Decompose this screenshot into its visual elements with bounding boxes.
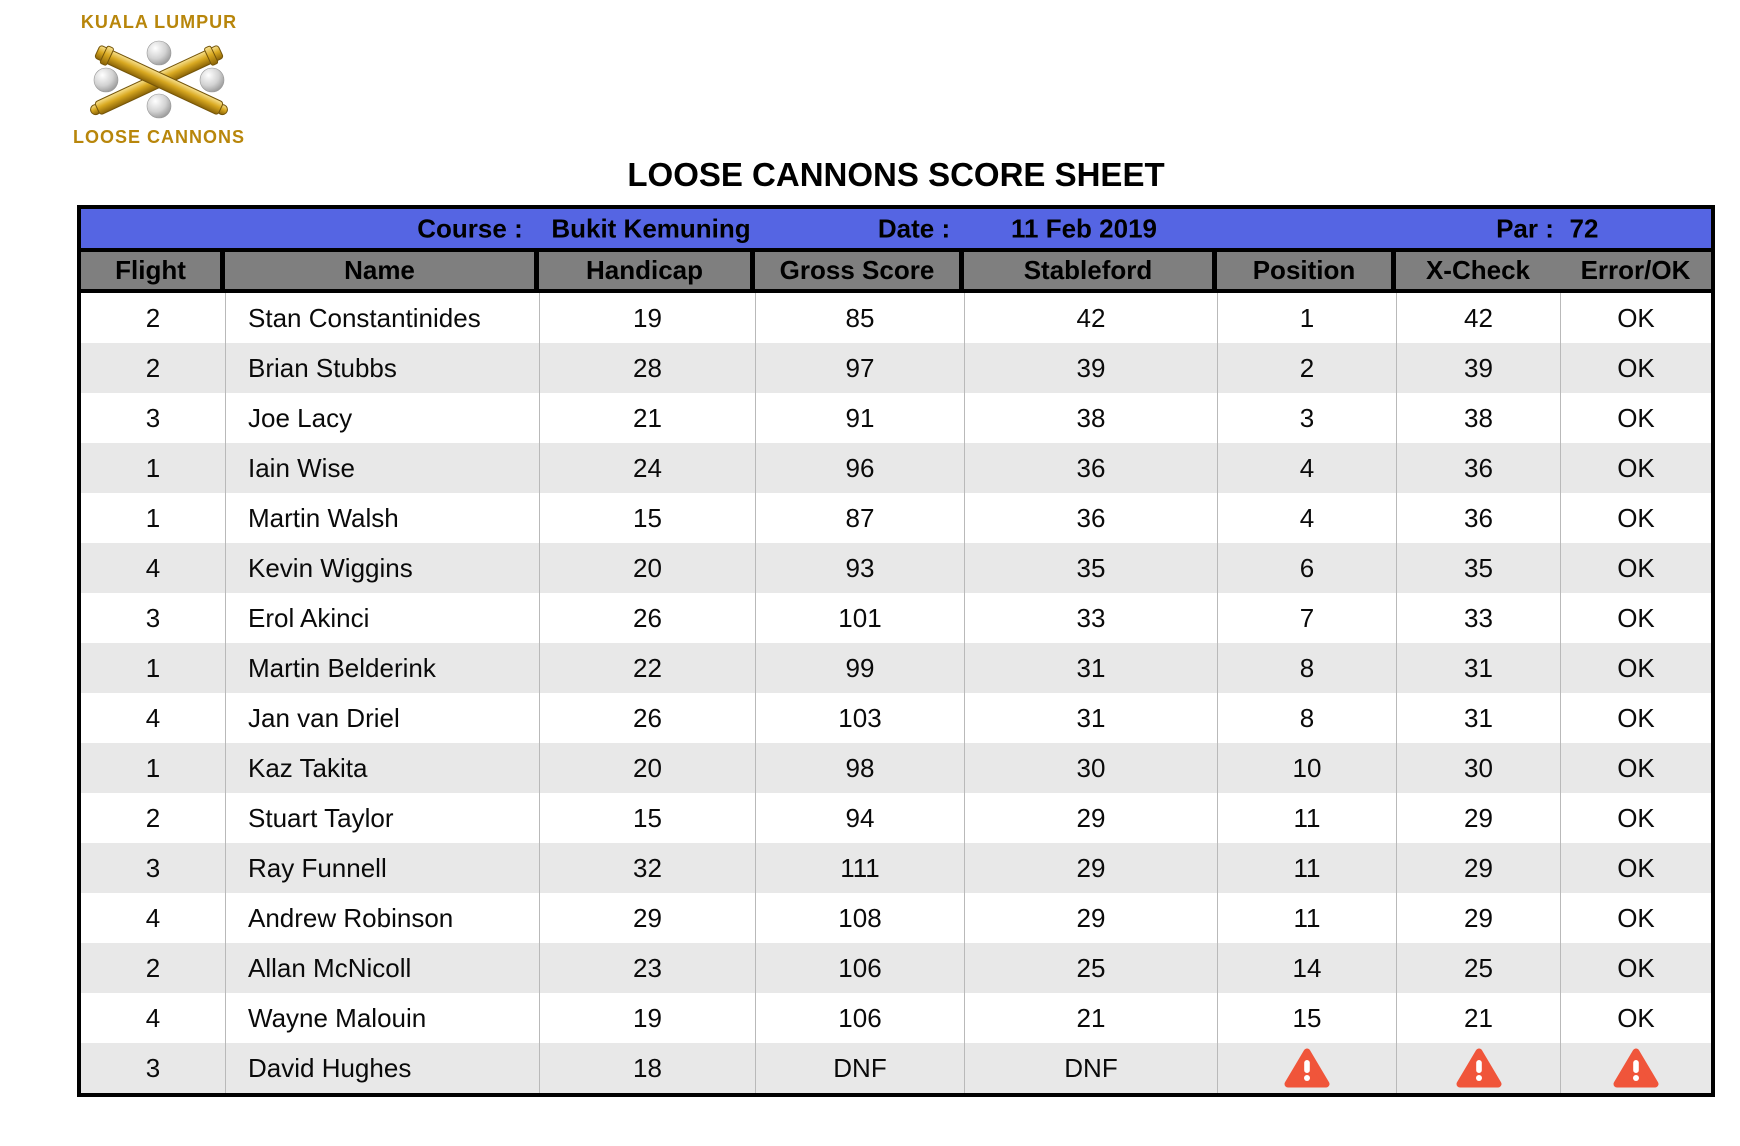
cell-stableford: 31 (964, 693, 1217, 743)
cell-stableford: 36 (964, 443, 1217, 493)
cell-x-check: 36 (1396, 493, 1560, 543)
table-row (81, 1043, 1711, 1093)
cell-handicap: 23 (539, 943, 755, 993)
table-row (81, 793, 1711, 843)
cell-x-check: 42 (1396, 293, 1560, 343)
table-row (81, 293, 1711, 343)
cell-x-check: 30 (1396, 743, 1560, 793)
cell-x-check: 36 (1396, 443, 1560, 493)
cell-error-ok: OK (1560, 643, 1711, 693)
table-row (81, 993, 1711, 1043)
cell-handicap: 26 (539, 693, 755, 743)
cell-position: 8 (1217, 693, 1396, 743)
cell-handicap: 21 (539, 393, 755, 443)
cell-name: Kevin Wiggins (225, 543, 539, 593)
cell-position: 3 (1217, 393, 1396, 443)
cell-gross-score: 106 (755, 943, 964, 993)
cell-stableford: 33 (964, 593, 1217, 643)
cell-stableford: 42 (964, 293, 1217, 343)
table-body (81, 293, 1711, 1093)
cell-error-ok (1560, 1043, 1711, 1093)
cell-handicap: 29 (539, 893, 755, 943)
table-row (81, 493, 1711, 543)
cell-x-check: 21 (1396, 993, 1560, 1043)
header-name: Name (225, 252, 539, 289)
cell-gross-score: DNF (755, 1043, 964, 1093)
cell-flight: 1 (145, 652, 161, 683)
cell-position: 11 (1217, 843, 1396, 893)
cell-flight: 2 (145, 352, 161, 383)
cell-flight: 1 (145, 752, 161, 783)
cell-gross-score: 99 (755, 643, 964, 693)
cell-position: 14 (1217, 943, 1396, 993)
cell-handicap: 19 (539, 993, 755, 1043)
cell-error-ok: OK (1560, 443, 1711, 493)
cell-handicap: 28 (539, 343, 755, 393)
cell-gross-score: 96 (755, 443, 964, 493)
table-row (81, 893, 1711, 943)
course-value: Bukit Kemuning (551, 213, 751, 243)
cell-x-check: 33 (1396, 593, 1560, 643)
cell-flight: 4 (145, 702, 161, 733)
date-value: 11 Feb 2019 (1011, 213, 1157, 243)
cell-flight: 4 (145, 1002, 161, 1033)
table-row (81, 393, 1711, 443)
cell-x-check: 31 (1396, 693, 1560, 743)
golf-ball (147, 41, 171, 65)
cell-gross-score: 87 (755, 493, 964, 543)
table-row (81, 343, 1711, 393)
cell-handicap: 15 (539, 793, 755, 843)
header-position: Position (1217, 252, 1396, 289)
par-label: Par : (1496, 213, 1554, 243)
table-row (81, 743, 1711, 793)
cell-x-check: 29 (1396, 793, 1560, 843)
header-gross-score: Gross Score (755, 252, 964, 289)
logo-bottom-text: LOOSE CANNONS (72, 127, 245, 147)
cell-x-check: 29 (1396, 893, 1560, 943)
cell-position: 2 (1217, 343, 1396, 393)
table-row (81, 543, 1711, 593)
cell-flight: 1 (145, 452, 161, 483)
header-x-check: X-Check (1425, 255, 1531, 285)
cell-position: 1 (1217, 293, 1396, 343)
course-label: Course : (417, 213, 523, 243)
header-stableford: Stableford (964, 252, 1217, 289)
cell-error-ok: OK (1560, 743, 1711, 793)
cell-position: 4 (1217, 493, 1396, 543)
cell-flight: 1 (145, 502, 161, 533)
header-flight: Flight (81, 252, 225, 289)
header-handicap: Handicap (539, 252, 755, 289)
golf-ball (147, 94, 171, 118)
cell-error-ok: OK (1560, 293, 1711, 343)
cell-position: 8 (1217, 643, 1396, 693)
cell-gross-score: 103 (755, 693, 964, 743)
cell-flight: 3 (145, 852, 161, 883)
cell-stableford: 39 (964, 343, 1217, 393)
cell-x-check: 29 (1396, 843, 1560, 893)
table-row (81, 643, 1711, 693)
cell-x-check: 31 (1396, 643, 1560, 693)
cell-flight: 2 (145, 952, 161, 983)
table-row (81, 593, 1711, 643)
cell-name: Martin Walsh (225, 493, 539, 543)
cell-stableford: 30 (964, 743, 1217, 793)
page-title: LOOSE CANNONS SCORE SHEET (627, 156, 1165, 193)
warning-triangle-icon (1613, 1047, 1659, 1089)
cell-stableford: 31 (964, 643, 1217, 693)
cell-error-ok: OK (1560, 943, 1711, 993)
par-value: 72 (1569, 213, 1599, 243)
cell-x-check (1396, 1043, 1560, 1093)
cell-name: Erol Akinci (225, 593, 539, 643)
cell-stableford: 21 (964, 993, 1217, 1043)
cell-gross-score: 85 (755, 293, 964, 343)
cell-error-ok: OK (1560, 843, 1711, 893)
cell-error-ok: OK (1560, 993, 1711, 1043)
cell-stableford: DNF (964, 1043, 1217, 1093)
cell-flight: 2 (145, 802, 161, 833)
table-row (81, 693, 1711, 743)
date-label: Date : (877, 213, 951, 243)
cell-handicap: 18 (539, 1043, 755, 1093)
cell-position: 10 (1217, 743, 1396, 793)
cell-name: Iain Wise (225, 443, 539, 493)
cell-handicap: 32 (539, 843, 755, 893)
info-bar (81, 209, 1711, 252)
cell-gross-score: 97 (755, 343, 964, 393)
cell-flight: 3 (145, 1052, 161, 1083)
cell-x-check: 38 (1396, 393, 1560, 443)
warning-triangle-icon (1456, 1047, 1502, 1089)
cell-handicap: 20 (539, 743, 755, 793)
header-xcheck-error (1396, 252, 1711, 289)
cell-flight: 4 (145, 552, 161, 583)
cell-handicap: 26 (539, 593, 755, 643)
cell-stableford: 29 (964, 893, 1217, 943)
cell-name: Andrew Robinson (225, 893, 539, 943)
cell-gross-score: 108 (755, 893, 964, 943)
logo-top-text: KUALA LUMPUR (80, 12, 238, 32)
cell-name: Kaz Takita (225, 743, 539, 793)
crossed-cannons-icon (79, 35, 239, 125)
cell-position: 4 (1217, 443, 1396, 493)
table-row (81, 443, 1711, 493)
cell-name: Brian Stubbs (225, 343, 539, 393)
header-error-ok: Error/OK (1580, 255, 1691, 285)
cell-position: 6 (1217, 543, 1396, 593)
cell-gross-score: 101 (755, 593, 964, 643)
cell-stableford: 35 (964, 543, 1217, 593)
cell-flight: 3 (145, 602, 161, 633)
cell-name: Jan van Driel (225, 693, 539, 743)
cell-name: Ray Funnell (225, 843, 539, 893)
table-row (81, 943, 1711, 993)
cell-x-check: 39 (1396, 343, 1560, 393)
cell-position: 11 (1217, 793, 1396, 843)
cell-handicap: 24 (539, 443, 755, 493)
cell-position (1217, 1043, 1396, 1093)
cell-gross-score: 91 (755, 393, 964, 443)
cell-gross-score: 106 (755, 993, 964, 1043)
cell-name: Stuart Taylor (225, 793, 539, 843)
cell-handicap: 22 (539, 643, 755, 693)
cell-name: Wayne Malouin (225, 993, 539, 1043)
golf-ball (94, 68, 118, 92)
cell-error-ok: OK (1560, 693, 1711, 743)
cell-handicap: 19 (539, 293, 755, 343)
cell-error-ok: OK (1560, 393, 1711, 443)
cell-name: Allan McNicoll (225, 943, 539, 993)
cell-flight: 4 (145, 902, 161, 933)
cell-handicap: 15 (539, 493, 755, 543)
golf-ball (200, 68, 224, 92)
score-table (77, 205, 1715, 1097)
cell-x-check: 35 (1396, 543, 1560, 593)
cell-handicap: 20 (539, 543, 755, 593)
cell-gross-score: 93 (755, 543, 964, 593)
table-header-row (81, 252, 1711, 293)
cell-stableford: 38 (964, 393, 1217, 443)
cell-gross-score: 111 (755, 843, 964, 893)
cell-error-ok: OK (1560, 343, 1711, 393)
cell-error-ok: OK (1560, 543, 1711, 593)
table-row (81, 843, 1711, 893)
cell-error-ok: OK (1560, 893, 1711, 943)
cell-name: David Hughes (225, 1043, 539, 1093)
cell-name: Stan Constantinides (225, 293, 539, 343)
cell-flight: 2 (145, 302, 161, 333)
cell-name: Martin Belderink (225, 643, 539, 693)
cell-stableford: 29 (964, 843, 1217, 893)
cell-stableford: 25 (964, 943, 1217, 993)
cell-position: 11 (1217, 893, 1396, 943)
cell-x-check: 25 (1396, 943, 1560, 993)
cell-error-ok: OK (1560, 793, 1711, 843)
cell-position: 7 (1217, 593, 1396, 643)
cell-gross-score: 94 (755, 793, 964, 843)
warning-triangle-icon (1284, 1047, 1330, 1089)
cell-stableford: 36 (964, 493, 1217, 543)
cell-stableford: 29 (964, 793, 1217, 843)
cell-position: 15 (1217, 993, 1396, 1043)
club-logo (70, 12, 248, 148)
cell-error-ok: OK (1560, 593, 1711, 643)
cell-name: Joe Lacy (225, 393, 539, 443)
cell-flight: 3 (145, 402, 161, 433)
cell-gross-score: 98 (755, 743, 964, 793)
cell-error-ok: OK (1560, 493, 1711, 543)
